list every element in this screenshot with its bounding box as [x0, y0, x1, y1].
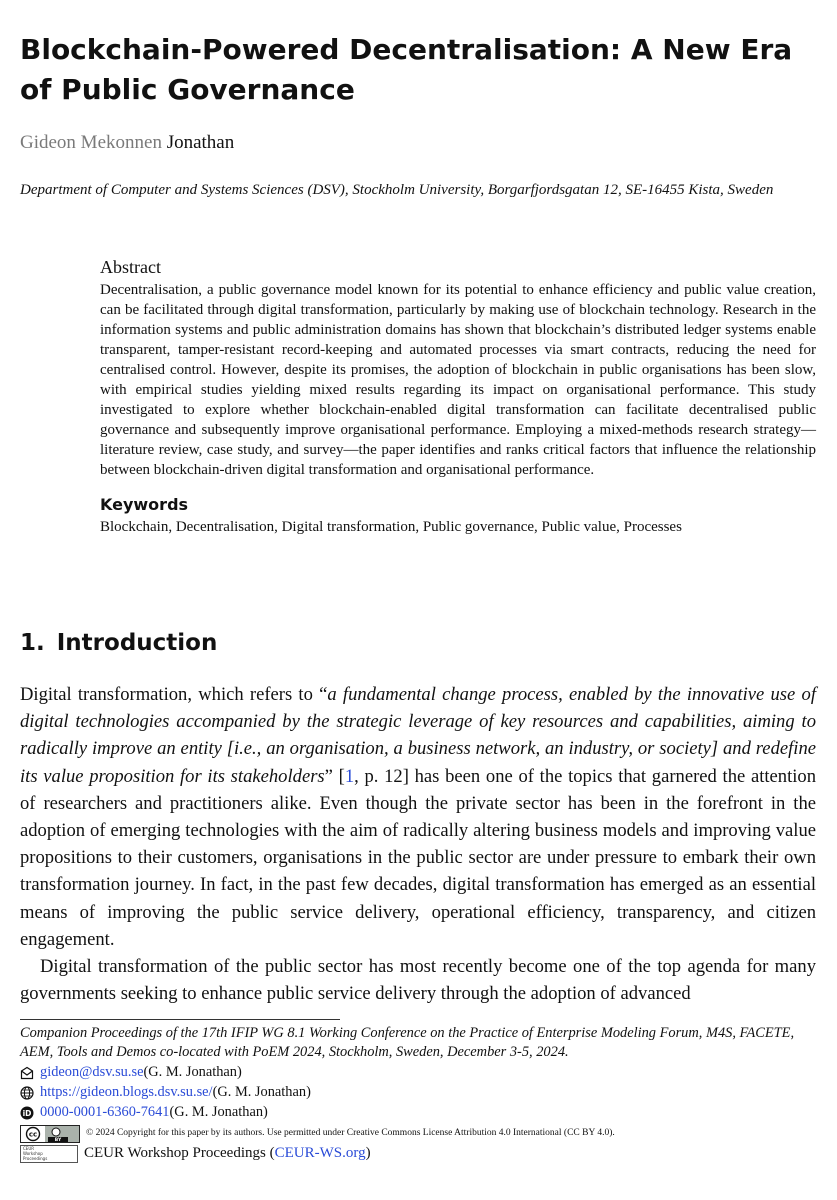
- footnote-block: [20, 1024, 820, 1163]
- p1-text-start: Digital transformation, which refers to “: [20, 684, 328, 705]
- section-heading: [20, 630, 217, 656]
- p1-quote: a fundamental change process, enabled by the innovative use of digital technologies accompanied by the strategic leverage of key resources and capabilities, aiming to radically improve an entity [i.e., an organisation, a business network, an industry, or society] and redefine its value proposition for its stakeholders: [20, 684, 816, 787]
- venue-note: Companion Proceedings of the 17th IFIP WG 8.1 Working Conference on the Practice of Enterprise Modeling Forum, M4S, FACETE, AEM, Tools and Demos co-located with PoEM 2024, Stockholm, Sweden, December 3-5, 2024.: [20, 1025, 795, 1060]
- paragraph-1: [20, 681, 816, 953]
- globe-icon: [20, 1086, 34, 1100]
- orcid-owner: (G. M. Jonathan): [169, 1104, 268, 1120]
- footnote-rule: [20, 1019, 340, 1020]
- paragraph-2: Digital transformation of the public sector has most recently become one of the top agenda for many governments seeking to enhance public service delivery through the adoption of advanced: [20, 956, 816, 1005]
- ceur-logo-line-1: CEUR: [23, 1146, 35, 1151]
- author-surname: Jonathan: [166, 132, 235, 153]
- section-number: 1.: [20, 630, 45, 656]
- orcid-icon: [20, 1106, 34, 1120]
- affiliation: Department of Computer and Systems Sciences (DSV), Stockholm University, Borgarfjordsgatan 12, SE-16455 Kista, Sweden: [20, 182, 774, 198]
- ceur-logo-icon: [20, 1145, 78, 1163]
- license-text: © 2024 Copyright for this paper by its authors. Use permitted under Creative Commons License Attribution 4.0 International (CC BY 4.0).: [86, 1128, 615, 1138]
- website-link[interactable]: https://gideon.blogs.dsv.su.se/: [40, 1084, 213, 1100]
- keywords-heading: Keywords: [100, 495, 189, 514]
- orcid-link[interactable]: 0000-0001-6360-7641: [40, 1104, 170, 1120]
- p1-text-end: , p. 12] has been one of the topics that garnered the attention of researchers and practitioners alike. Even though the private sector has been in the forefront in the adoption of emerging technologies with the aim of radically altering business models and improving value propositions to their customers, organisations in the public sector are under pressure to embark their own transformation journey. In fact, in the past few decades, digital transformation has emerged as an essential means of improving the public service delivery, operational efficiency, transparency, and citizen engagement.: [20, 765, 817, 950]
- keywords-text: Blockchain, Decentralisation, Digital transformation, Public governance, Public value, Processes: [100, 519, 682, 535]
- by-text: BY: [54, 1137, 62, 1142]
- body-text: [20, 681, 816, 1007]
- citation-link[interactable]: 1: [344, 765, 355, 787]
- abstract-heading: Abstract: [100, 257, 161, 277]
- abstract-text: Decentralisation, a public governance model known for its potential to enhance efficiency and public value creation, can be facilitated through digital transformation, particularly by making use of blockchain technology. Research in the information systems and public administration domains has shown that blockchain’s distributed ledger systems enable transparent, tamper-resistant record-keeping and automated processes via smart contracts, reducing the need for centralised control. However, despite its promises, the adoption of blockchain in public organisations has been slow, with empirical studies yielding mixed results regarding its impact on organisational performance. This study investigated to explore whether blockchain-enabled digital transformation can facilitate decentralised public governance and subsequently improve organisational performance. Employing a mixed-methods research strategy—literature review, case study, and survey—the paper identifies and ranks critical factors that influence the relationship between blockchain-driven digital transformation and organisational performance.: [100, 282, 816, 478]
- website-owner: (G. M. Jonathan): [212, 1084, 311, 1100]
- author-given-names: Gideon Mekonnen: [20, 132, 162, 153]
- ceur-logo-line-3: Proceedings: [23, 1156, 48, 1161]
- email-row: [20, 1063, 820, 1082]
- svg-text:iD: iD: [22, 1108, 32, 1118]
- abstract-block: [100, 256, 816, 537]
- paper-title: Blockchain-Powered Decentralisation: A New Era of Public Governance: [20, 33, 793, 106]
- author-line: [20, 132, 234, 154]
- p1-text-mid: ” [: [324, 765, 345, 787]
- email-owner: (G. M. Jonathan): [143, 1064, 242, 1080]
- email-link[interactable]: gideon@dsv.su.se: [40, 1064, 144, 1080]
- section-title: Introduction: [56, 630, 218, 656]
- license-row: [20, 1124, 820, 1143]
- orcid-row: [20, 1103, 820, 1122]
- ceur-link[interactable]: CEUR-WS.org: [274, 1145, 366, 1161]
- web-row: [20, 1083, 820, 1102]
- ceur-text: CEUR Workshop Proceedings (: [84, 1145, 275, 1161]
- cc-text: cc: [28, 1130, 38, 1138]
- ceur-row: [20, 1144, 820, 1163]
- ceur-text-end: ): [365, 1145, 371, 1161]
- cc-by-badge-icon: [20, 1125, 80, 1143]
- ceur-logo-line-2: Workshop: [23, 1151, 43, 1156]
- envelope-icon: [20, 1066, 34, 1080]
